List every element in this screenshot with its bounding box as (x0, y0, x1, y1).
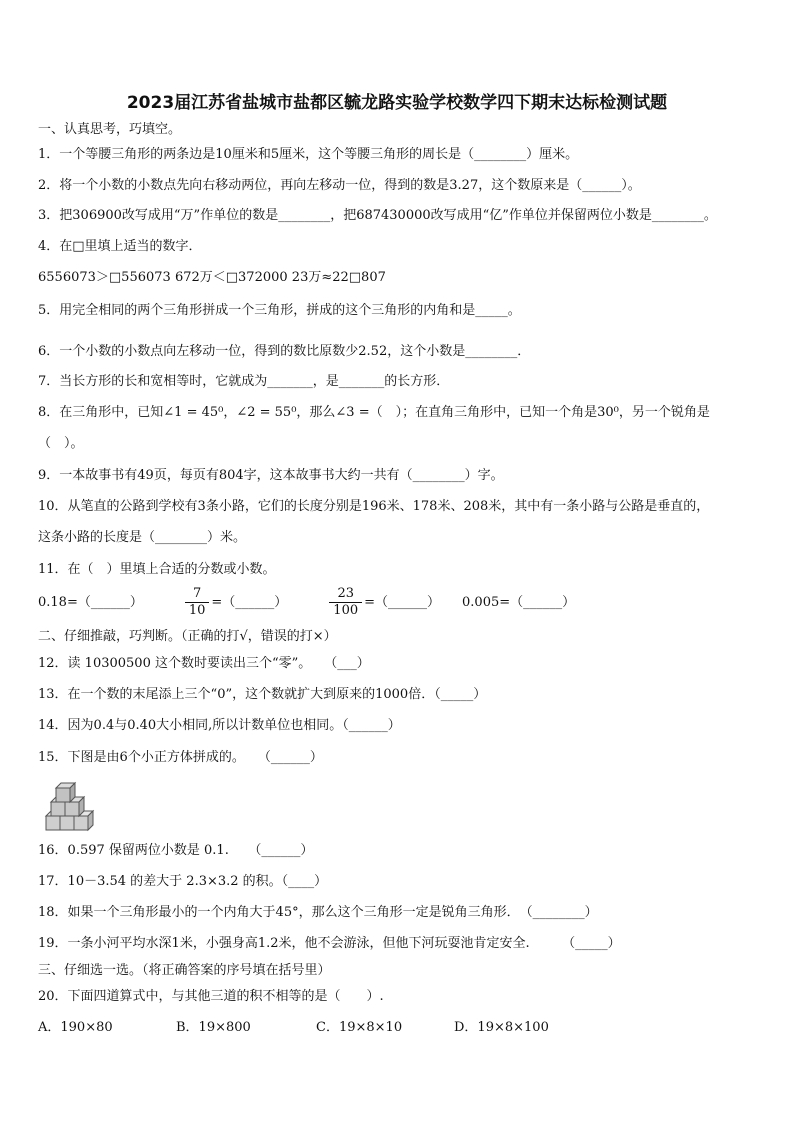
question-9: 9．一本故事书有49页，每页有804字，这本故事书大约一共有（________）字。 (38, 468, 504, 483)
question-10-line-1: 10．从笔直的公路到学校有3条小路，它们的长度分别是196米、178米、208米，其中有一条小路与公路是垂直的， (38, 499, 710, 514)
q11-fraction-1-blank: =（______） (211, 594, 288, 610)
question-5: 5．用完全相同的两个三角形拼成一个三角形，拼成的这个三角形的内角和是_____。 (38, 303, 521, 318)
question-3: 3．把306900改写成用“万”作单位的数是________，把687430000改写成用“亿”作单位并保留两位小数是________。 (38, 208, 717, 223)
fraction-denominator: 10 (185, 602, 210, 619)
question-16: 16．0.597 保留两位小数是 0.1. （______） (38, 843, 314, 858)
fraction-23-100 (329, 586, 362, 619)
question-1: 1．一个等腰三角形的两条边是10厘米和5厘米，这个等腰三角形的周长是（________）厘米。 (38, 147, 579, 162)
question-13: 13．在一个数的末尾添上三个“0”，这个数就扩大到原来的1000倍．（_____） (38, 687, 487, 702)
section-heading-3: 三、仔细选一选。（将正确答案的序号填在括号里） (38, 963, 331, 978)
question-6: 6．一个小数的小数点向左移动一位，得到的数比原数少2.52，这个小数是________． (38, 344, 531, 359)
question-15: 15．下图是由6个小正方体拼成的。 （______） (38, 750, 323, 765)
question-2: 2．将一个小数的小数点先向右移动两位，再向左移动一位，得到的数是3.27，这个数原来是（______）。 (38, 178, 641, 193)
question-8-line-1: 8．在三角形中，已知∠1 = 45⁰，∠2 = 55⁰，那么∠3 =（ ）；在直角三角形中，已知一个角是30⁰，另一个锐角是 (38, 405, 710, 420)
question-18: 18．如果一个三角形最小的一个内角大于45°，那么这个三角形一定是锐角三角形． （________） (38, 905, 598, 920)
page-title: 2023届江苏省盐城市盐都区毓龙路实验学校数学四下期末达标检测试题 (126, 93, 668, 113)
option-a: A．190×80 (38, 1020, 113, 1035)
question-19: 19．一条小河平均水深1米，小强身高1.2米，他不会游泳，但他下河玩耍池肯定安全. （_____） (38, 936, 621, 951)
question-4-items: 6556073＞□556073 672万＜□372000 23万≈22□807 (38, 270, 386, 285)
q11-decimal-item: 0.18=（______） (38, 594, 143, 610)
question-7: 7．当长方形的长和宽相等时，它就成为_______，是_______的长方形． (38, 374, 450, 389)
question-12: 12．读 10300500 这个数时要读出三个“零”。 （___） (38, 656, 370, 671)
fraction-7-10 (185, 586, 210, 619)
question-11-items (38, 586, 768, 619)
section-heading-1: 一、认真思考，巧填空。 (38, 122, 182, 137)
fraction-numerator: 23 (337, 586, 354, 601)
question-10-line-2: 这条小路的长度是（________）米。 (38, 530, 247, 545)
q11-fraction-2-blank: =（______） (364, 594, 441, 610)
cube-stack-figure (44, 780, 100, 832)
section-heading-2: 二、仔细推敲，巧判断。（正确的打√，错误的打×） (38, 629, 337, 644)
fraction-denominator: 100 (329, 602, 362, 619)
question-20: 20．下面四道算式中，与其他三道的积不相等的是（ ）. (38, 989, 384, 1004)
fraction-numerator: 7 (192, 586, 202, 601)
question-14: 14．因为0.4与0.40大小相同,所以计数单位也相同。（______） (38, 718, 401, 733)
question-17: 17．10－3.54 的差大于 2.3×3.2 的积。（____） (38, 874, 328, 889)
q11-decimal-item-2: 0.005=（______） (462, 594, 576, 610)
question-11: 11．在（ ）里填上合适的分数或小数。 (38, 562, 276, 577)
question-4: 4．在□里填上适当的数字． (38, 239, 202, 254)
option-b: B．19×800 (176, 1020, 251, 1035)
option-d: D．19×8×100 (454, 1020, 549, 1035)
question-8-line-2: （ ）。 (38, 436, 84, 451)
question-20-options (38, 1019, 768, 1037)
option-c: C．19×8×10 (316, 1020, 403, 1035)
